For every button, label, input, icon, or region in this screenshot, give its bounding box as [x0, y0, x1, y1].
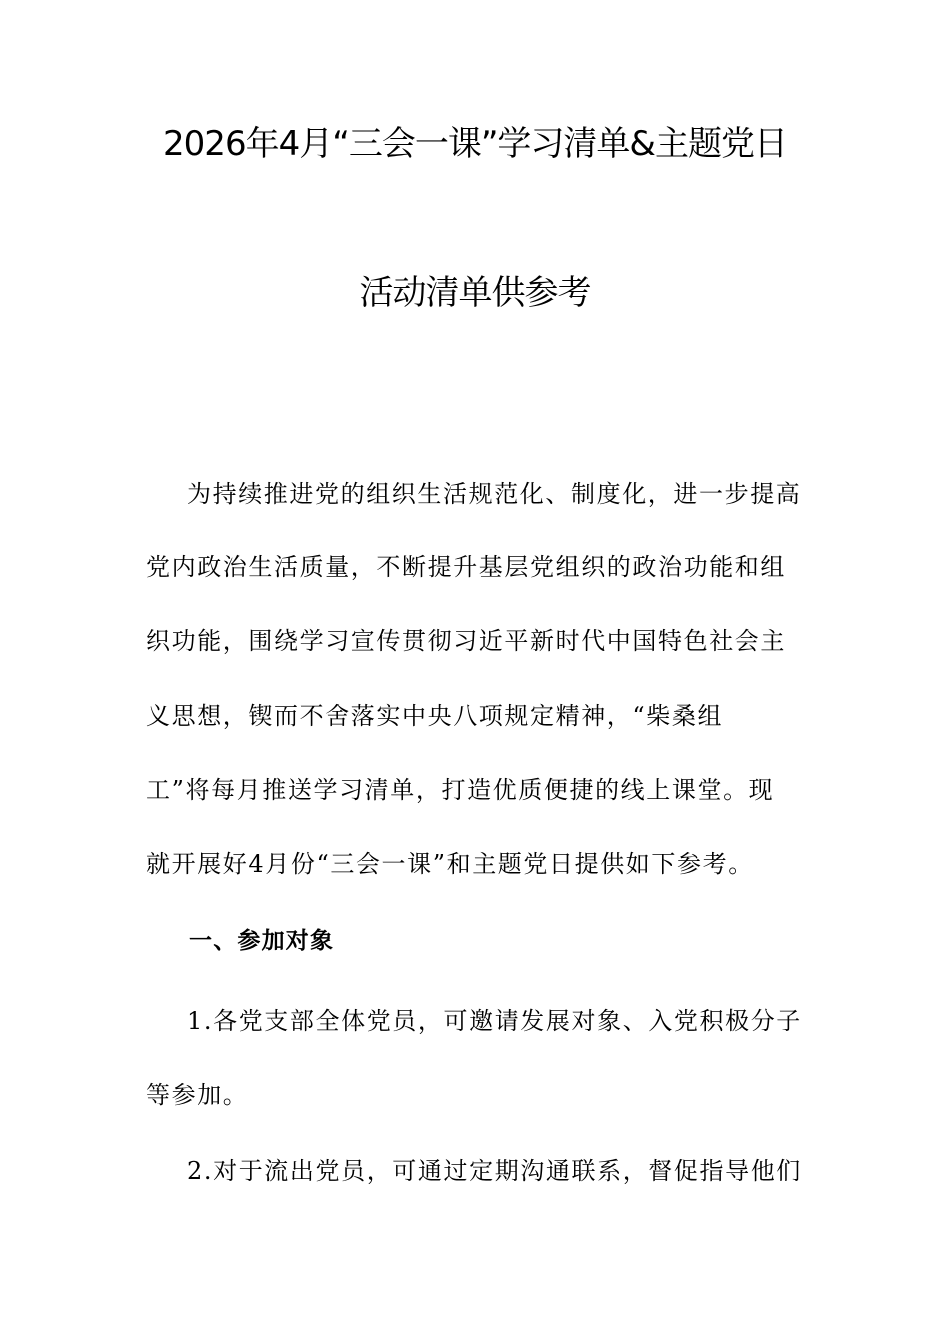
intro-paragraph-line: 义思想，锲而不舍落实中央八项规定精神，“柴桑组 — [146, 702, 724, 730]
document-title-line-2: 活动清单供参考 — [359, 273, 591, 313]
intro-paragraph-line: 党内政治生活质量，不断提升基层党组织的政治功能和组 — [146, 553, 786, 581]
intro-paragraph-line: 织功能，围绕学习宣传贯彻习近平新时代中国特色社会主 — [146, 627, 786, 655]
document-title-line-1: 2026年4月“三会一课”学习清单&主题党日 — [163, 124, 787, 164]
list-item-line: 1.各党支部全体党员，可邀请发展对象、入党积极分子 — [187, 1007, 802, 1035]
intro-paragraph-line: 工”将每月推送学习清单，打造优质便捷的线上课堂。现 — [146, 776, 775, 804]
section-heading: 一、参加对象 — [189, 928, 335, 954]
intro-paragraph-line: 就开展好4月份“三会一课”和主题党日提供如下参考。 — [146, 850, 754, 878]
list-item-line: 2.对于流出党员，可通过定期沟通联系，督促指导他们 — [187, 1157, 802, 1185]
list-item-line: 等参加。 — [146, 1081, 249, 1109]
intro-paragraph-line: 为持续推进党的组织生活规范化、制度化，进一步提高 — [187, 480, 802, 508]
